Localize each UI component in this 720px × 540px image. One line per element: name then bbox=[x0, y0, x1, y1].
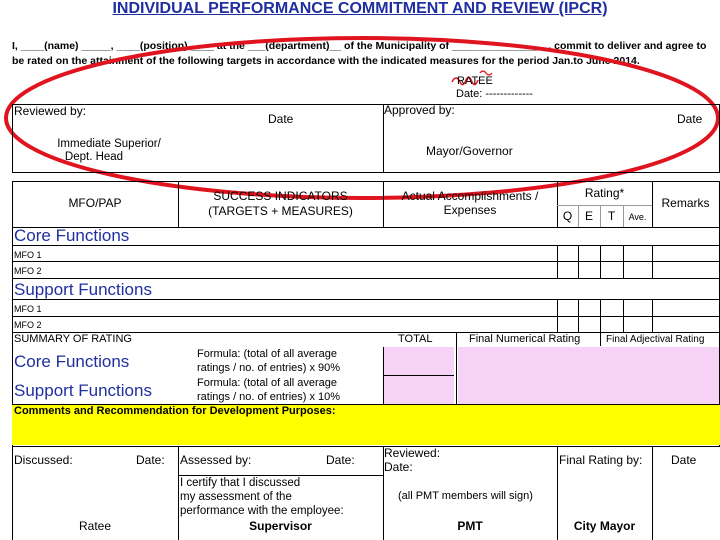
summary-of-rating: SUMMARY OF RATING bbox=[14, 333, 132, 345]
support-mfo-2: MFO 2 bbox=[14, 320, 42, 330]
summary-support-functions: Support Functions bbox=[14, 381, 152, 400]
certify-text-3: performance with the employee: bbox=[180, 505, 344, 517]
final-rating-cell[interactable] bbox=[458, 347, 719, 404]
reviewed-date-label: Date bbox=[268, 112, 294, 126]
col-mfo-pap: MFO/PAP bbox=[68, 196, 122, 210]
assessed-date: Date: bbox=[326, 453, 355, 467]
core-functions-heading: Core Functions bbox=[14, 226, 130, 245]
support-formula: Formula: (total of all average bbox=[197, 377, 338, 389]
core-total-cell[interactable] bbox=[383, 347, 454, 375]
city-mayor-signature-label: City Mayor bbox=[573, 519, 636, 533]
discussed-label: Discussed: bbox=[14, 453, 73, 467]
col-rating-e: E bbox=[584, 209, 593, 223]
core-mfo-1: MFO 1 bbox=[14, 250, 42, 260]
pmt-members-note: (all PMT members will sign) bbox=[398, 490, 533, 502]
reviewed-by-label: Reviewed by: bbox=[14, 104, 87, 118]
mayor-governor-label: Mayor/Governor bbox=[426, 144, 513, 158]
col-success-indicators: SUCCESS INDICATORS bbox=[213, 189, 348, 203]
core-mfo-2: MFO 2 bbox=[14, 266, 42, 276]
final-rating-date: Date bbox=[671, 453, 697, 467]
certify-text-1: I certify that I discussed bbox=[180, 477, 301, 489]
comments-label: Comments and Recommendation for Development Purposes: bbox=[14, 405, 336, 417]
col-remarks: Remarks bbox=[661, 196, 710, 210]
summary-core-functions: Core Functions bbox=[14, 352, 130, 371]
supervisor-signature-label: Supervisor bbox=[249, 519, 312, 533]
document-title: INDIVIDUAL PERFORMANCE COMMITMENT AND REVIEW (IPCR) bbox=[112, 0, 608, 17]
immediate-superior-label: Immediate Superior/ bbox=[57, 138, 161, 150]
reviewed-label: Reviewed: bbox=[384, 446, 441, 460]
support-mfo-1: MFO 1 bbox=[14, 304, 42, 314]
col-rating-ave: Ave. bbox=[628, 212, 647, 222]
col-accomplishments: Actual Accomplishments / bbox=[401, 189, 539, 203]
col-rating-t: T bbox=[607, 209, 616, 223]
review-top-line bbox=[12, 104, 720, 105]
ratee-date: Date: ------------- bbox=[456, 88, 533, 100]
ratee-label: RATEE bbox=[457, 75, 493, 87]
pmt-signature-label: PMT bbox=[457, 519, 483, 533]
certify-text-2: my assessment of the bbox=[180, 491, 292, 503]
core-formula-cont: ratings / no. of entries) x 90% bbox=[197, 362, 341, 374]
approved-by-label: Approved by: bbox=[384, 103, 455, 117]
final-rating-by-label: Final Rating by: bbox=[559, 453, 643, 467]
support-total-cell[interactable] bbox=[383, 376, 454, 404]
final-numerical-rating: Final Numerical Rating bbox=[469, 333, 581, 345]
support-formula-cont: ratings / no. of entries) x 10% bbox=[197, 391, 341, 403]
discussed-date: Date: bbox=[136, 453, 165, 467]
col-rating: Rating* bbox=[584, 186, 625, 200]
highlight-ellipse bbox=[0, 0, 720, 200]
commitment-statement: I, ____(name) _____, ____(position) ____ at the ___(department)__ of the Municipality of ________________ , commit to deliver and agree to be rated on the attainment of the following targets in accordance with the indicated measures for the period Jan.to June 2014. bbox=[12, 40, 707, 67]
core-formula: Formula: (total of all average bbox=[197, 348, 338, 360]
ratee-signature-label: Ratee bbox=[78, 519, 112, 533]
col-success-indicators-sub: (TARGETS + MEASURES) bbox=[208, 204, 353, 218]
col-accomplishments-sub: Expenses bbox=[443, 203, 497, 217]
support-functions-heading: Support Functions bbox=[14, 280, 152, 299]
approved-date-label: Date bbox=[677, 112, 703, 126]
assessed-by-label: Assessed by: bbox=[180, 453, 252, 467]
summary-total: TOTAL bbox=[398, 333, 433, 345]
reviewed-date: Date: bbox=[384, 460, 413, 474]
col-rating-q: Q bbox=[562, 209, 573, 223]
final-adjectival-rating: Final Adjectival Rating bbox=[606, 334, 705, 345]
dept-head-label: Dept. Head bbox=[64, 151, 124, 163]
